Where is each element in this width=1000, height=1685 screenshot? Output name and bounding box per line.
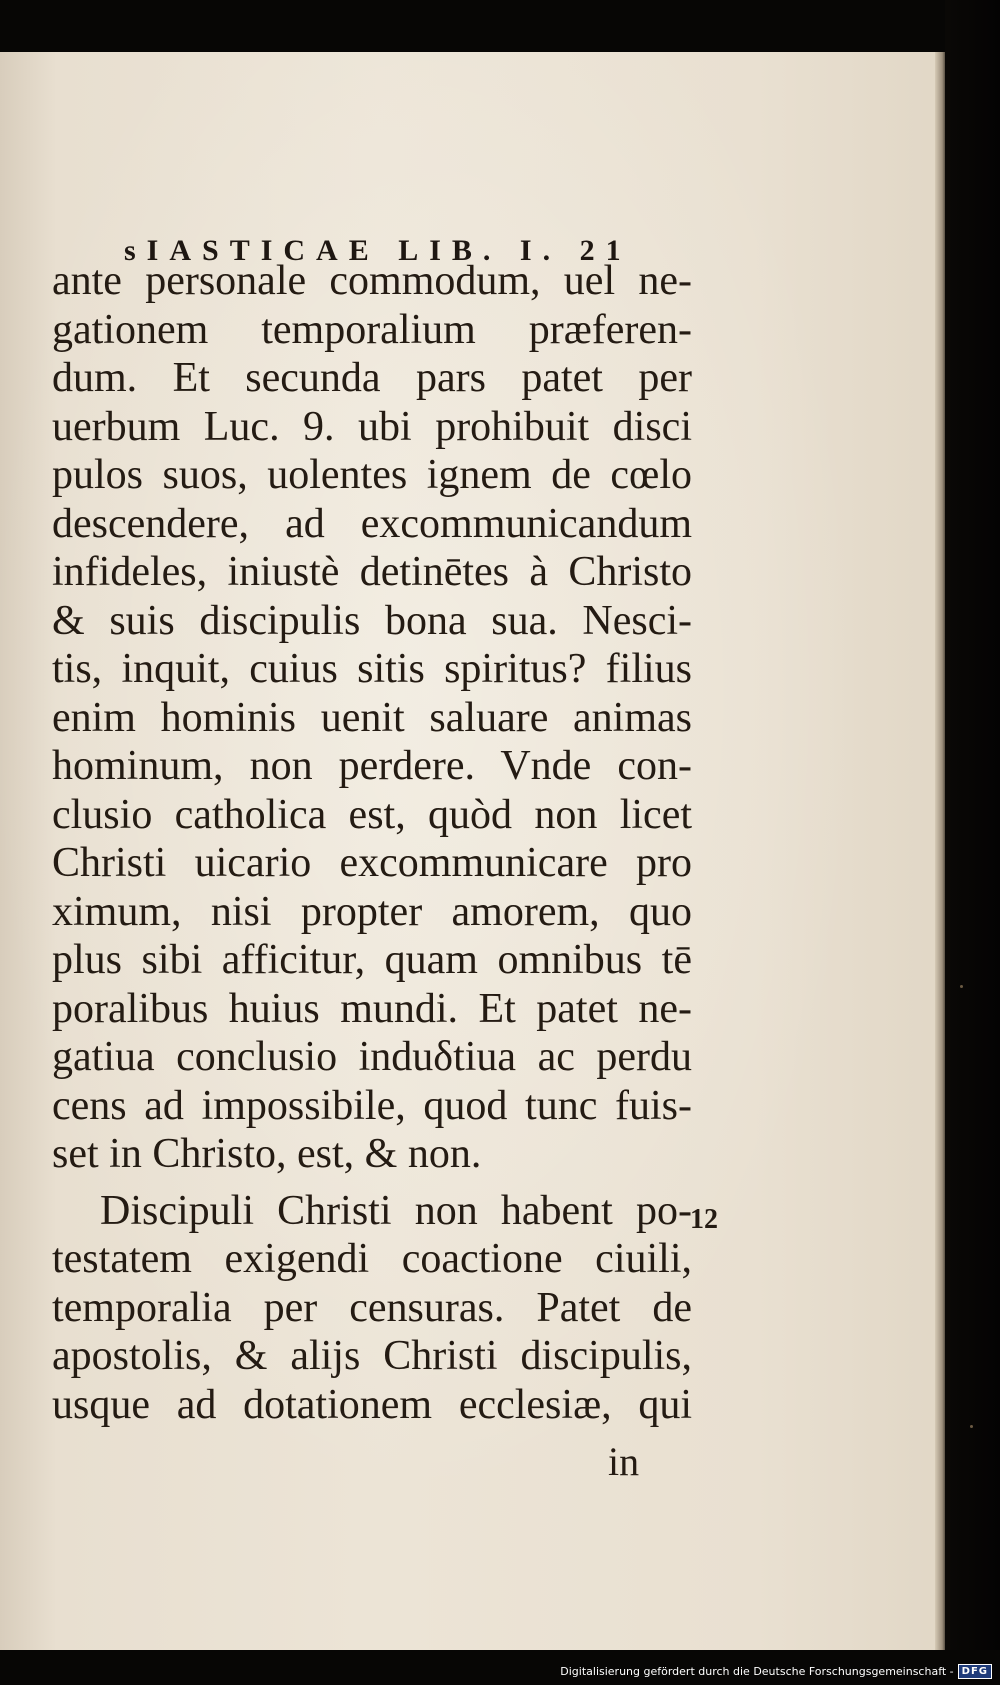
margin-number: 12 (690, 1204, 718, 1235)
text-line: temporalia per censuras. Patet de (52, 1284, 692, 1331)
text-line: gatiua conclusio induδtiua ac perdu (52, 1034, 692, 1080)
text-line: apostolis, & alijs Christi discipulis, (52, 1333, 692, 1379)
page-body-text (0, 52, 945, 1650)
text-line: enim hominis uenit saluare animas (52, 694, 692, 741)
text-line: & suis discipulis bona sua. Nesci- (52, 597, 692, 644)
digitization-credit (560, 1664, 992, 1679)
text-line: gationem temporalium præferen- (52, 306, 692, 353)
text-line: Discipuli Christi non habent po- (100, 1187, 692, 1234)
book-page (0, 52, 945, 1650)
dust-speck (970, 1425, 973, 1428)
text-line: cens ad impossibile, quod tunc fuis- (52, 1082, 692, 1129)
credit-text: Digitalisierung gefördert durch die Deutsche Forschungsgemeinschaft - (560, 1665, 954, 1678)
text-line: poralibus huius mundi. Et patet ne- (52, 985, 692, 1032)
text-line: plus sibi afficitur, quam omnibus tē (52, 937, 692, 983)
text-line: uerbum Luc. 9. ubi prohibuit disci (52, 403, 692, 450)
text-line: clusio catholica est, quòd non licet (52, 791, 692, 838)
scan-border-top (0, 0, 1000, 58)
dfg-logo-icon: DFG (958, 1664, 992, 1679)
text-line: usque ad dotationem ecclesiæ, qui (52, 1381, 692, 1428)
text-line: testatem exigendi coactione ciuili, (52, 1236, 692, 1282)
running-head: ѕIASTICAE LIB. I. 21 (124, 234, 632, 267)
text-line: Christi uicario excommunicare pro (52, 840, 692, 886)
text-line: descendere, ad excommunicandum (52, 500, 692, 547)
text-line: infideles, iniustè detinētes à Christo (52, 549, 692, 595)
text-line: pulos suos, uolentes ignem de cœlo (52, 452, 692, 498)
text-line: hominum, non perdere. Vnde con- (52, 743, 692, 789)
text-line: dum. Et secunda pars patet per (52, 355, 692, 401)
text-line: set in Christo, est, & non. (52, 1131, 482, 1177)
text-line: tis, inquit, cuius sitis spiritus? filius (52, 646, 692, 692)
text-line: ante personale commodum, uel ne- (52, 258, 692, 304)
scan-border-right (945, 0, 1000, 1685)
dust-speck (960, 985, 963, 988)
catchword: in (608, 1439, 640, 1484)
text-line: ximum, nisi propter amorem, quo (52, 888, 692, 935)
